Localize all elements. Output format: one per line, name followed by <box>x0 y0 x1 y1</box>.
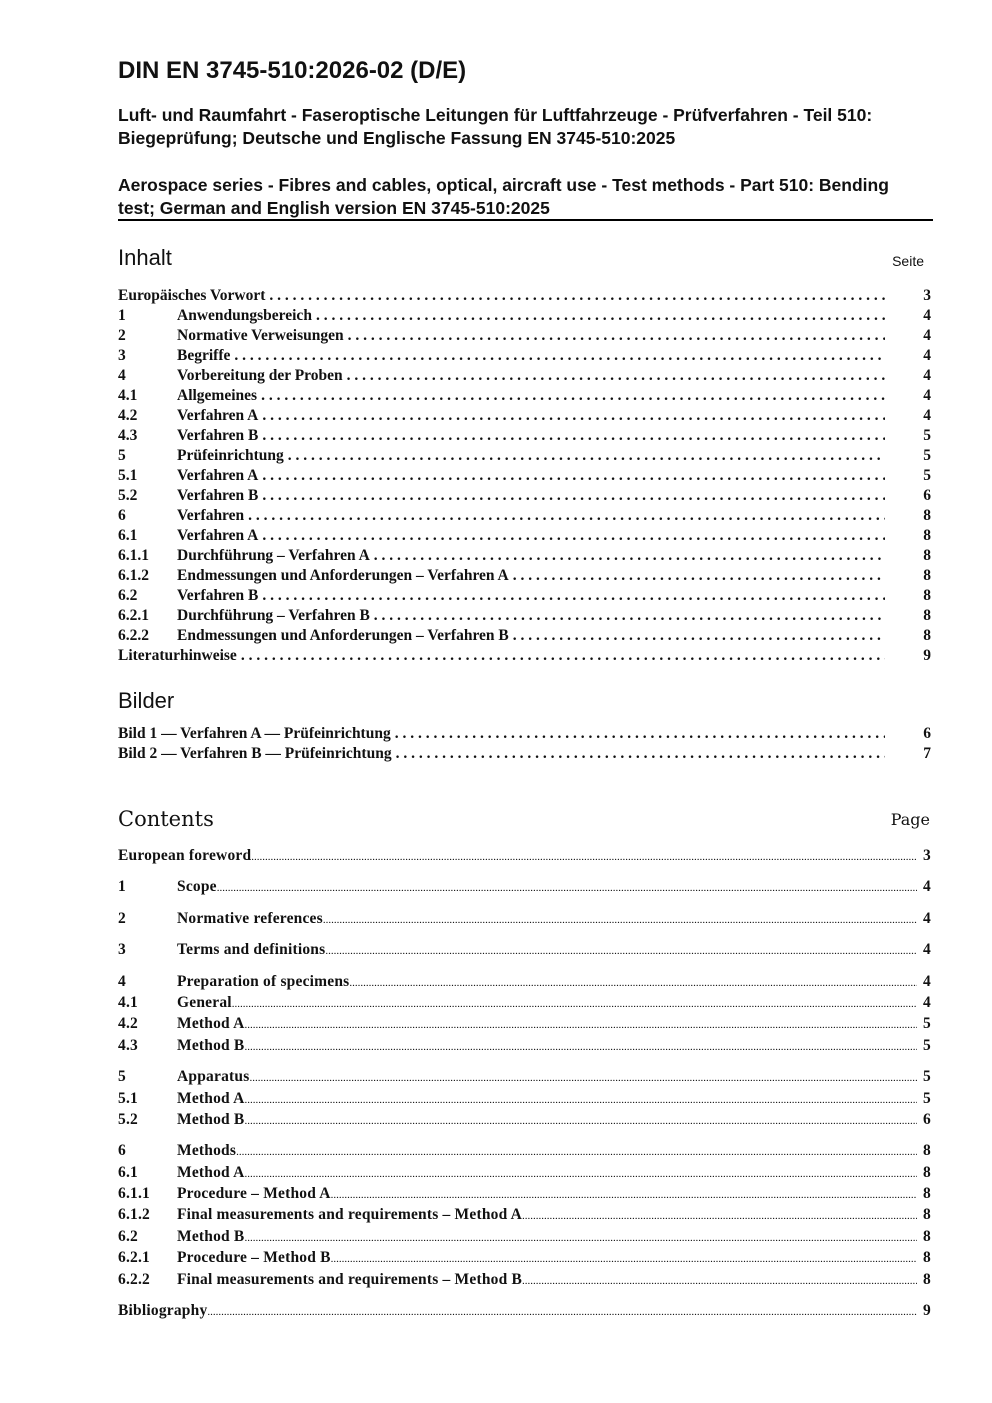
inhalt-toc-entry-page: 3 <box>923 287 931 304</box>
inhalt-toc-entry-number: 1 <box>118 307 126 324</box>
inhalt-toc-entry-title <box>118 446 284 466</box>
inhalt-toc-entry-title <box>118 406 258 426</box>
contents-toc-entry-title <box>118 971 349 992</box>
contents-toc-entry-label: Scope <box>177 878 217 896</box>
inhalt-toc-entry[interactable] <box>118 486 931 506</box>
inhalt-toc-entry-number: 6.1 <box>118 527 138 544</box>
inhalt-toc-entry-page: 8 <box>923 527 931 544</box>
inhalt-toc-entry-title <box>118 486 258 506</box>
subtitle-english: Aerospace series - Fibres and cables, optical, aircraft use - Test methods - Part 510: Bending test; German and English version EN 3745-510:2025 <box>118 175 889 218</box>
inhalt-toc-entry[interactable] <box>118 546 931 566</box>
contents-toc-entry-page: 8 <box>923 1163 931 1181</box>
inhalt-toc-entry[interactable] <box>118 526 931 546</box>
contents-toc-entry-label: Final measurements and requirements – Method A <box>177 1206 523 1224</box>
inhalt-toc-entry-number: 6.1.1 <box>118 547 149 564</box>
inhalt-toc-entry-title <box>118 586 258 606</box>
contents-toc-entry-title <box>118 1035 244 1056</box>
inhalt-toc-leader-dots <box>258 526 885 546</box>
inhalt-toc-leader-dots <box>258 406 885 426</box>
contents-toc-entry-label: Method B <box>177 1036 245 1054</box>
inhalt-toc-entry[interactable] <box>118 286 931 306</box>
bilder-toc-entry-page: 7 <box>923 745 931 762</box>
bilder-heading: Bilder <box>118 688 175 713</box>
contents-toc-entry-label: Procedure – Method B <box>177 1249 331 1267</box>
contents-toc-leader-dots <box>236 1142 917 1163</box>
inhalt-toc-entry-label: Verfahren B <box>177 587 259 604</box>
contents-toc-leader-dots <box>325 941 917 962</box>
contents-toc-entry-page: 5 <box>923 1068 931 1086</box>
inhalt-toc-leader-dots <box>344 326 885 346</box>
contents-toc-entry-title <box>118 1226 244 1247</box>
contents-toc-entry-title <box>118 1204 522 1225</box>
contents-toc-entry-title <box>118 1183 331 1204</box>
inhalt-toc-entry-label: Verfahren A <box>177 407 259 424</box>
inhalt-toc-entry-page: 6 <box>923 487 931 504</box>
inhalt-toc-entry[interactable] <box>118 426 931 446</box>
contents-toc-entry-title <box>118 1300 207 1321</box>
contents-toc-entry-label: Methods <box>177 1142 237 1160</box>
inhalt-toc-entry-title <box>118 506 244 526</box>
contents-toc-entry-label: Method B <box>177 1227 245 1245</box>
contents-toc-entry-title <box>118 1162 244 1183</box>
inhalt-toc-entry-number: 4.3 <box>118 427 138 444</box>
inhalt-toc-leader-dots <box>237 646 885 666</box>
contents-toc-leader-dots <box>331 1185 917 1206</box>
inhalt-toc-entry-number: 6.1.2 <box>118 567 149 584</box>
contents-toc-entry-page: 5 <box>923 1015 931 1033</box>
contents-toc-entry-title <box>118 1066 249 1087</box>
inhalt-toc-entry-title <box>118 466 258 486</box>
inhalt-toc-entry[interactable] <box>118 406 931 426</box>
inhalt-toc-entry-number: 4.1 <box>118 387 138 404</box>
contents-toc-entry-title <box>118 992 232 1013</box>
inhalt-toc-entry-title <box>118 566 509 586</box>
inhalt-toc-entry-title <box>118 526 258 546</box>
contents-toc-entry[interactable] <box>118 1226 931 1247</box>
inhalt-toc-entry-page: 4 <box>923 307 931 324</box>
document-title: DIN EN 3745-510:2026-02 (D/E) <box>118 57 467 84</box>
contents-toc-entry-label: Procedure – Method A <box>177 1185 331 1203</box>
contents-toc-entry-number: 5 <box>118 1068 126 1086</box>
contents-toc-entry-number: 1 <box>118 878 126 896</box>
contents-toc-entry[interactable] <box>118 1183 931 1204</box>
inhalt-heading: Inhalt <box>118 245 172 270</box>
inhalt-toc-entry-page: 9 <box>923 647 931 664</box>
inhalt-toc-entry-page: 8 <box>923 507 931 524</box>
contents-toc-entry-number: 6.2.2 <box>118 1270 150 1288</box>
contents-toc-entry-page: 6 <box>923 1110 931 1128</box>
inhalt-toc-entry-label: Allgemeines <box>177 387 258 404</box>
contents-toc-entry-page: 4 <box>923 993 931 1011</box>
bilder-toc-entry-page: 6 <box>923 725 931 742</box>
contents-toc-entry[interactable] <box>118 1088 931 1109</box>
contents-toc-leader-dots <box>349 973 917 994</box>
inhalt-toc-entry[interactable] <box>118 466 931 486</box>
inhalt-toc-entry-title <box>118 546 370 566</box>
contents-toc-entry-number: 4.3 <box>118 1036 138 1054</box>
contents-toc-entry-label: Final measurements and requirements – Method B <box>177 1270 523 1288</box>
contents-heading: Contents <box>118 807 214 831</box>
contents-toc-entry-title <box>118 1088 244 1109</box>
inhalt-toc-entry-label: Europäisches Vorwort <box>118 287 266 304</box>
inhalt-toc <box>118 286 931 666</box>
contents-toc-entry[interactable] <box>118 1204 931 1225</box>
contents-toc-entry-page: 5 <box>923 1036 931 1054</box>
bilder-toc-entry-label: Bild 1 — Verfahren A — Prüfeinrichtung <box>118 725 391 742</box>
inhalt-toc-leader-dots <box>258 486 885 506</box>
inhalt-toc-entry-page: 8 <box>923 587 931 604</box>
contents-toc-entry-page: 8 <box>923 1206 931 1224</box>
inhalt-toc-entry[interactable] <box>118 606 931 626</box>
contents-toc-entry-page: 4 <box>923 909 931 927</box>
contents-toc-entry-number: 6.1.1 <box>118 1185 150 1203</box>
contents-toc-leader-dots <box>244 1015 917 1036</box>
inhalt-toc-entry-page: 5 <box>923 467 931 484</box>
bilder-toc-leader-dots <box>392 744 885 764</box>
contents-toc-entry-page: 8 <box>923 1142 931 1160</box>
contents-toc-entry-label: Terms and definitions <box>177 941 326 959</box>
inhalt-toc-entry-label: Verfahren B <box>177 487 259 504</box>
contents-toc-entry[interactable] <box>118 1140 931 1161</box>
inhalt-toc-entry[interactable] <box>118 446 931 466</box>
title-divider <box>118 219 933 221</box>
contents-toc-entry[interactable] <box>118 939 931 960</box>
contents-toc-entry-title <box>118 1109 244 1130</box>
contents-toc-leader-dots <box>522 1206 917 1227</box>
inhalt-toc-entry-number: 5 <box>118 447 126 464</box>
contents-toc-entry-page: 4 <box>923 972 931 990</box>
inhalt-toc-entry[interactable] <box>118 366 931 386</box>
contents-toc-entry-title <box>118 908 323 929</box>
inhalt-toc-entry[interactable] <box>118 386 931 406</box>
inhalt-toc-leader-dots <box>257 386 885 406</box>
inhalt-toc-leader-dots <box>230 346 885 366</box>
inhalt-toc-entry[interactable] <box>118 306 931 326</box>
contents-toc-entry-title <box>118 939 325 960</box>
contents-toc-entry-page: 5 <box>923 1089 931 1107</box>
contents-toc-entry-page: 8 <box>923 1227 931 1245</box>
inhalt-page-label: Seite <box>892 253 924 269</box>
inhalt-toc-entry-page: 4 <box>923 347 931 364</box>
inhalt-toc-entry-label: Verfahren <box>177 507 245 524</box>
contents-toc-leader-dots <box>331 1249 917 1270</box>
contents-toc-entry-number: 6.1.2 <box>118 1206 150 1224</box>
contents-toc-leader-dots <box>249 1068 917 1089</box>
inhalt-toc-entry-number: 6.2 <box>118 587 138 604</box>
contents-toc-entry-title <box>118 845 251 866</box>
contents-toc-leader-dots <box>323 910 917 931</box>
inhalt-toc-leader-dots <box>258 586 885 606</box>
contents-toc-entry-page: 4 <box>923 941 931 959</box>
inhalt-toc-entry-title <box>118 306 312 326</box>
inhalt-toc-entry-page: 4 <box>923 407 931 424</box>
inhalt-toc-entry-page: 5 <box>923 427 931 444</box>
contents-toc-leader-dots <box>217 878 917 899</box>
contents-toc-entry-number: 6 <box>118 1142 126 1160</box>
inhalt-toc-entry-label: Durchführung – Verfahren B <box>177 607 370 624</box>
contents-toc-entry-title <box>118 1140 236 1161</box>
inhalt-toc-entry-label: Anwendungsbereich <box>177 307 312 324</box>
contents-toc-entry-label: Method A <box>177 1089 245 1107</box>
bilder-toc-entry[interactable] <box>118 724 931 744</box>
contents-toc-entry-label: Apparatus <box>177 1068 250 1086</box>
inhalt-toc-leader-dots <box>370 606 885 626</box>
inhalt-toc-entry-number: 6.2.2 <box>118 627 149 644</box>
inhalt-toc-entry-label: Endmessungen und Anforderungen – Verfahren A <box>177 567 509 584</box>
inhalt-toc-entry-title <box>118 366 343 386</box>
inhalt-toc-entry-page: 8 <box>923 567 931 584</box>
inhalt-toc-entry-number: 5.2 <box>118 487 138 504</box>
bilder-toc-leader-dots <box>391 724 885 744</box>
contents-toc-entry-page: 3 <box>923 847 931 864</box>
inhalt-toc-leader-dots <box>244 506 885 526</box>
contents-toc-entry-number: 3 <box>118 941 126 959</box>
contents-toc-entry-number: 6.1 <box>118 1163 138 1181</box>
contents-toc-leader-dots <box>244 1037 917 1058</box>
contents-toc-entry[interactable] <box>118 1066 931 1087</box>
inhalt-toc-leader-dots <box>284 446 885 466</box>
inhalt-toc-entry-label: Normative Verweisungen <box>177 327 344 344</box>
contents-toc-entry[interactable] <box>118 992 931 1013</box>
inhalt-toc-leader-dots <box>370 546 885 566</box>
contents-toc-entry-number: 5.2 <box>118 1110 138 1128</box>
bilder-toc-entry-label: Bild 2 — Verfahren B — Prüfeinrichtung <box>118 745 392 762</box>
inhalt-toc-entry[interactable] <box>118 566 931 586</box>
inhalt-toc-entry-number: 5.1 <box>118 467 138 484</box>
contents-toc-entry-page: 9 <box>923 1302 931 1320</box>
contents-toc-entry[interactable] <box>118 1109 931 1130</box>
inhalt-toc-entry[interactable] <box>118 326 931 346</box>
inhalt-toc-entry-page: 8 <box>923 547 931 564</box>
contents-toc-entry-number: 6.2.1 <box>118 1249 150 1267</box>
contents-toc-leader-dots <box>244 1090 917 1111</box>
contents-toc-entry-number: 4.2 <box>118 1015 138 1033</box>
contents-toc-entry-page: 4 <box>923 878 931 896</box>
inhalt-toc-entry-page: 4 <box>923 367 931 384</box>
inhalt-toc-entry-number: 6 <box>118 507 126 524</box>
inhalt-toc-leader-dots <box>258 426 885 446</box>
bilder-toc-entry[interactable] <box>118 744 931 764</box>
contents-toc-entry-label: Method A <box>177 1163 245 1181</box>
contents-toc-leader-dots <box>244 1228 917 1249</box>
contents-toc-entry-label: Normative references <box>177 909 323 927</box>
contents-toc-entry[interactable] <box>118 876 931 897</box>
contents-toc-leader-dots <box>207 1302 917 1323</box>
inhalt-toc-entry-title <box>118 286 265 306</box>
contents-toc-entry-number: 6.2 <box>118 1227 138 1245</box>
inhalt-toc-entry-title <box>118 426 258 446</box>
inhalt-toc-leader-dots <box>509 566 885 586</box>
inhalt-toc-leader-dots <box>258 466 885 486</box>
inhalt-toc-entry[interactable] <box>118 586 931 606</box>
inhalt-toc-leader-dots <box>265 286 885 306</box>
contents-toc-entry[interactable] <box>118 1035 931 1056</box>
bilder-toc <box>118 724 931 764</box>
contents-toc-entry[interactable] <box>118 1300 931 1321</box>
inhalt-toc-entry-title <box>118 626 509 646</box>
inhalt-toc-entry-number: 4 <box>118 367 126 384</box>
inhalt-toc-entry-label: Verfahren B <box>177 427 259 444</box>
contents-toc-entry-title <box>118 1269 522 1290</box>
contents-toc-entry-page: 8 <box>923 1185 931 1203</box>
inhalt-toc-entry-label: Verfahren A <box>177 527 259 544</box>
contents-toc-entry-page: 8 <box>923 1270 931 1288</box>
contents-toc-entry-number: 2 <box>118 909 126 927</box>
contents-toc-entry-number: 4.1 <box>118 993 138 1011</box>
inhalt-toc-entry-number: 3 <box>118 347 126 364</box>
contents-toc-entry-label: General <box>177 993 232 1011</box>
inhalt-toc-entry-page: 5 <box>923 447 931 464</box>
contents-toc-entry[interactable] <box>118 971 931 992</box>
inhalt-toc-entry-title <box>118 646 237 666</box>
contents-toc-leader-dots <box>244 1111 917 1132</box>
inhalt-toc-entry[interactable] <box>118 506 931 526</box>
inhalt-toc-entry-label: Literaturhinweise <box>118 647 237 664</box>
contents-toc-entry-label: European foreword <box>118 847 252 864</box>
contents-page-label: Page <box>890 810 930 829</box>
inhalt-toc-entry-label: Endmessungen und Anforderungen – Verfahren B <box>177 627 509 644</box>
inhalt-toc-leader-dots <box>312 306 885 326</box>
inhalt-toc-entry-label: Vorbereitung der Proben <box>177 367 343 384</box>
inhalt-toc-entry-title <box>118 386 257 406</box>
inhalt-toc-entry-page: 4 <box>923 327 931 344</box>
contents-toc-entry-title <box>118 876 217 897</box>
contents-toc <box>118 845 931 1321</box>
inhalt-toc-entry-number: 6.2.1 <box>118 607 149 624</box>
inhalt-toc-leader-dots <box>509 626 885 646</box>
inhalt-toc-entry-number: 4.2 <box>118 407 138 424</box>
contents-toc-entry-number: 4 <box>118 972 126 990</box>
contents-toc-entry-label: Bibliography <box>118 1302 208 1320</box>
inhalt-toc-entry-label: Begriffe <box>177 347 231 364</box>
inhalt-toc-entry-label: Verfahren A <box>177 467 259 484</box>
contents-toc-entry[interactable] <box>118 1162 931 1183</box>
subtitle-german: Luft- und Raumfahrt - Faseroptische Leitungen für Luftfahrzeuge - Prüfverfahren - Teil 510: Biegeprüfung; Deutsche und Englische Fassung EN 3745-510:2025 <box>118 105 873 148</box>
bilder-toc-entry-title <box>118 744 392 764</box>
contents-toc-leader-dots <box>244 1164 917 1185</box>
inhalt-toc-entry-label: Durchführung – Verfahren A <box>177 547 370 564</box>
contents-toc-entry-label: Preparation of specimens <box>177 972 350 990</box>
inhalt-toc-entry-page: 4 <box>923 387 931 404</box>
inhalt-toc-entry[interactable] <box>118 646 931 666</box>
inhalt-toc-entry-title <box>118 346 230 366</box>
inhalt-toc-entry[interactable] <box>118 626 931 646</box>
contents-toc-entry[interactable] <box>118 1247 931 1268</box>
contents-toc-entry[interactable] <box>118 845 931 866</box>
contents-toc-entry[interactable] <box>118 908 931 929</box>
inhalt-toc-entry-page: 8 <box>923 607 931 624</box>
contents-toc-entry-number: 5.1 <box>118 1089 138 1107</box>
contents-toc-leader-dots <box>251 847 917 868</box>
inhalt-toc-entry-title <box>118 606 370 626</box>
contents-toc-entry-label: Method B <box>177 1110 245 1128</box>
contents-toc-entry[interactable] <box>118 1013 931 1034</box>
contents-toc-entry[interactable] <box>118 1269 931 1290</box>
contents-toc-entry-page: 8 <box>923 1249 931 1267</box>
contents-toc-entry-title <box>118 1013 244 1034</box>
inhalt-toc-entry-title <box>118 326 344 346</box>
contents-toc-entry-title <box>118 1247 331 1268</box>
contents-toc-entry-label: Method A <box>177 1015 245 1033</box>
inhalt-toc-leader-dots <box>343 366 885 386</box>
contents-toc-leader-dots <box>232 994 917 1015</box>
inhalt-toc-entry-number: 2 <box>118 327 126 344</box>
inhalt-toc-entry-page: 8 <box>923 627 931 644</box>
bilder-toc-entry-title <box>118 724 391 744</box>
inhalt-toc-entry-label: Prüfeinrichtung <box>177 447 284 464</box>
contents-toc-leader-dots <box>522 1271 917 1292</box>
inhalt-toc-entry[interactable] <box>118 346 931 366</box>
